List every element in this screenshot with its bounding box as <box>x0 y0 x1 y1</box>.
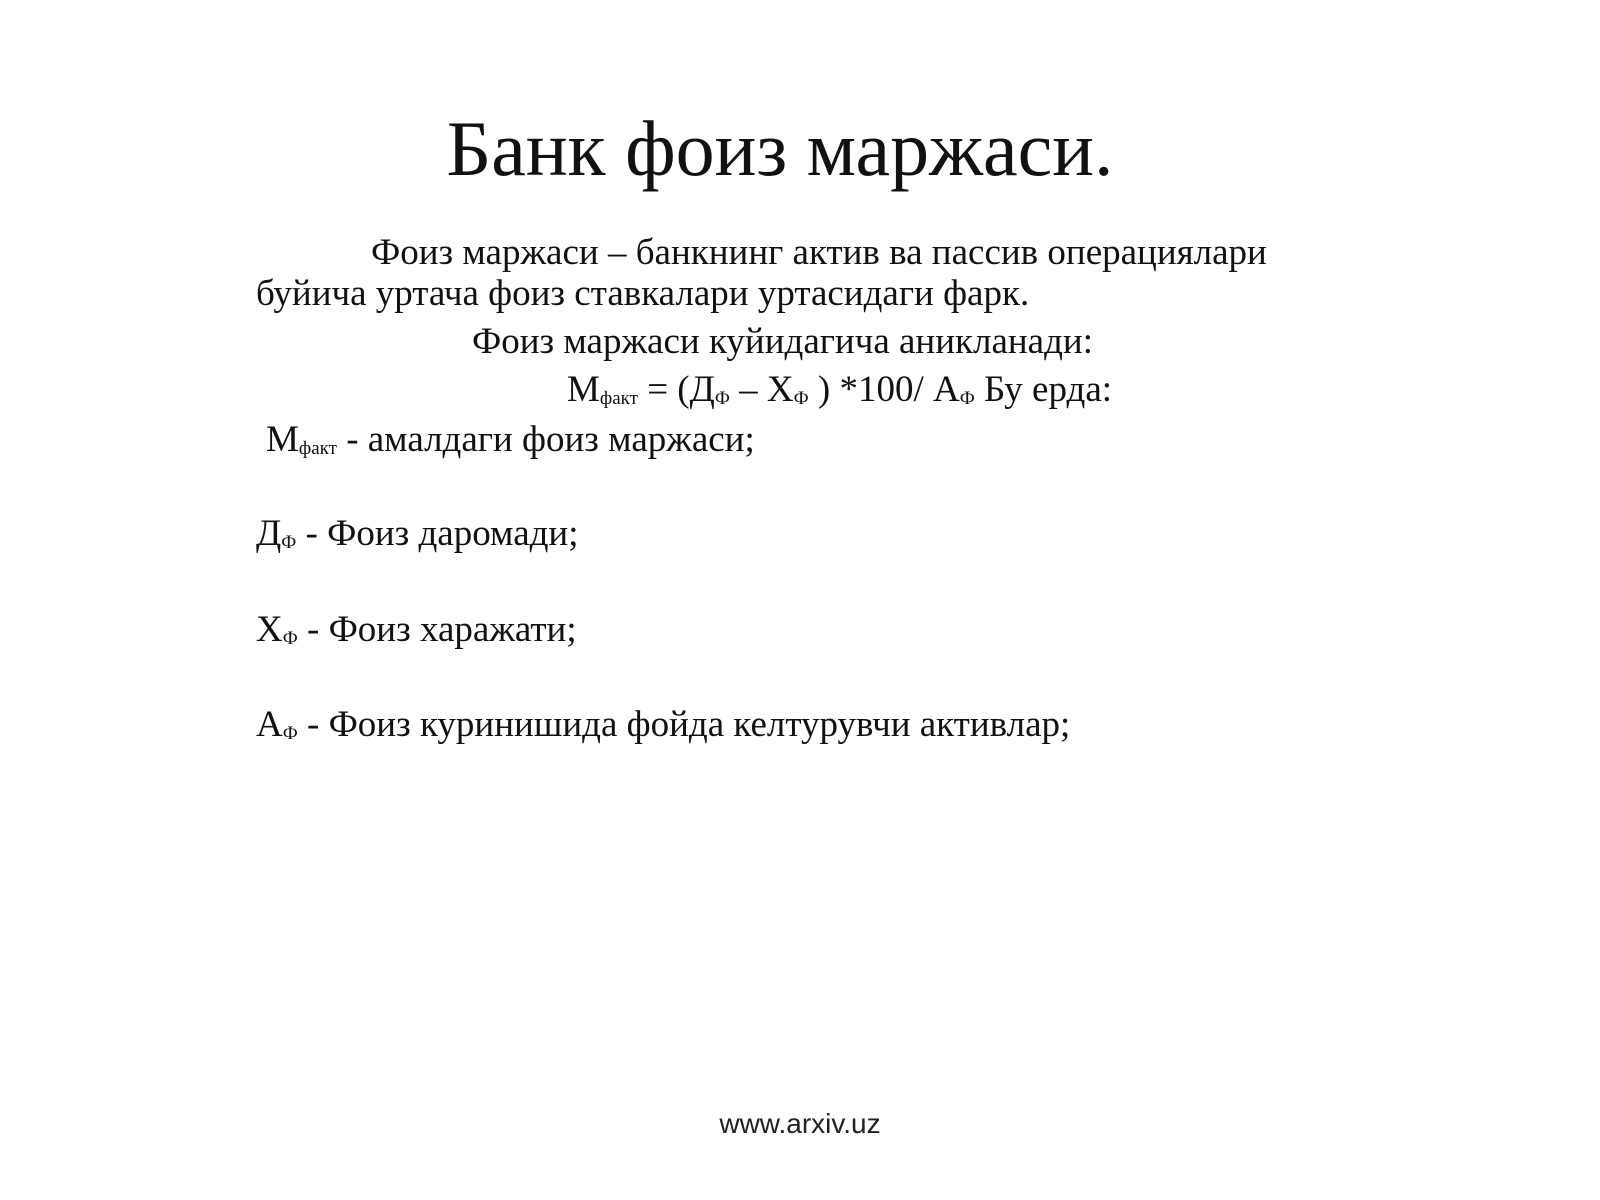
legend-symbol-sub: Ф <box>282 628 298 649</box>
legend-text: - Фоиз даромади; <box>296 513 579 554</box>
intro-line: Фоиз маржаси куйидагича аникланади: <box>472 321 1094 362</box>
legend-text: - амалдаги фоиз маржаси; <box>336 419 755 460</box>
formula-m: М <box>567 369 600 410</box>
formula-minus: – Х <box>729 369 794 410</box>
formula-a-sub: Ф <box>959 388 975 409</box>
formula-x-sub: Ф <box>793 388 809 409</box>
footer-url: www.arxiv.uz <box>719 1108 881 1139</box>
formula-eq-open: = (Д <box>637 369 715 410</box>
legend-symbol: Х <box>256 609 283 650</box>
legend-text: - Фоиз харажати; <box>297 609 577 650</box>
formula-mult: ) *100/ А <box>808 369 960 410</box>
legend-symbol-sub: Ф <box>281 532 297 553</box>
legend-symbol: М <box>266 419 299 460</box>
legend-item-d <box>256 513 579 554</box>
legend-symbol-sub: факт <box>298 438 337 459</box>
legend-symbol: А <box>256 704 283 745</box>
legend-item-a <box>256 704 1070 745</box>
legend-item-m <box>266 419 755 460</box>
legend-symbol: Д <box>256 513 282 554</box>
formula-line <box>567 369 1112 410</box>
legend-text: - Фоиз куринишида фойда келтурувчи активлар; <box>297 704 1071 745</box>
slide-title: Банк фоиз маржаси. <box>446 105 1114 192</box>
legend-symbol-sub: Ф <box>282 723 298 744</box>
formula-where: Бу ерда: <box>974 369 1113 410</box>
legend-item-x <box>256 609 577 650</box>
slide-body <box>256 232 1366 314</box>
formula-d-sub: Ф <box>714 388 730 409</box>
definition-paragraph: Фоиз маржаси – банкнинг актив ва пассив операциялари буйича уртача фоиз ставкалари уртасидаги фарк. <box>256 232 1267 314</box>
formula-m-sub: факт <box>599 388 638 409</box>
